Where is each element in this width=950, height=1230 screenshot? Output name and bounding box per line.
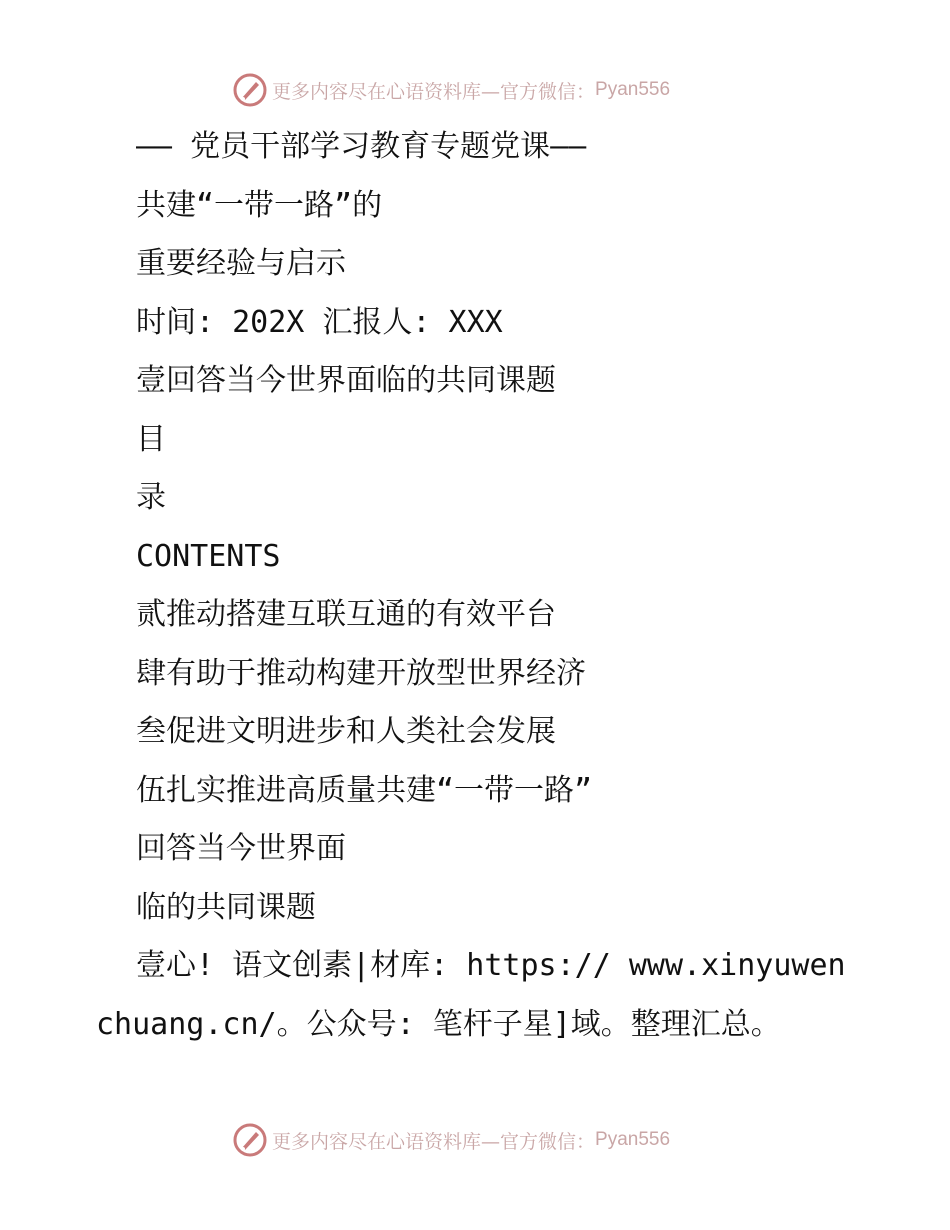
header-watermark: [232, 70, 670, 110]
section-4-heading: 肆有助于推动构建开放型世界经济: [136, 655, 586, 691]
watermark-text: 更多内容尽在心语资料库—官方微信：: [272, 80, 596, 103]
watermark-wechat-id: Pyan556: [595, 79, 671, 100]
section-5-heading: 伍扎实推进高质量共建“一带一路”: [136, 772, 593, 808]
section-1-heading: 壹回答当今世界面临的共同课题: [136, 363, 556, 398]
chapter-title-line-1: 回答当今世界面: [136, 831, 346, 866]
quill-logo-icon: [232, 1122, 268, 1158]
watermark-wechat-id: Pyan556: [595, 1129, 671, 1150]
quill-logo-icon: [232, 72, 268, 108]
section-3-heading: 叁促进文明进步和人类社会发展: [136, 714, 556, 749]
footer-watermark: [232, 1120, 670, 1160]
toc-label-mu: 目: [136, 421, 166, 457]
watermark-text: 更多内容尽在心语资料库—官方微信：: [272, 1130, 596, 1153]
title-line-2: 重要经验与启示: [136, 246, 346, 281]
chapter-title-line-2: 临的共同课题: [136, 889, 316, 925]
title-line-1: 共建“一带一路”的: [136, 187, 383, 223]
section-2-heading: 贰推动搭建互联互通的有效平台: [136, 597, 556, 632]
document-body: [96, 118, 856, 1054]
subject-line: —— 党员干部学习教育专题党课——: [136, 129, 587, 164]
contents-label: CONTENTS: [136, 538, 281, 574]
source-credit-paragraph: 壹心! 语文创素|材库: https:// www.xinyuwenchuang.cn/。公众号: 笔杆子星]域。整理汇总。: [96, 948, 846, 1042]
time-presenter-line: 时间: 202X 汇报人: XXX: [136, 304, 503, 340]
toc-label-lu: 录: [136, 480, 166, 515]
